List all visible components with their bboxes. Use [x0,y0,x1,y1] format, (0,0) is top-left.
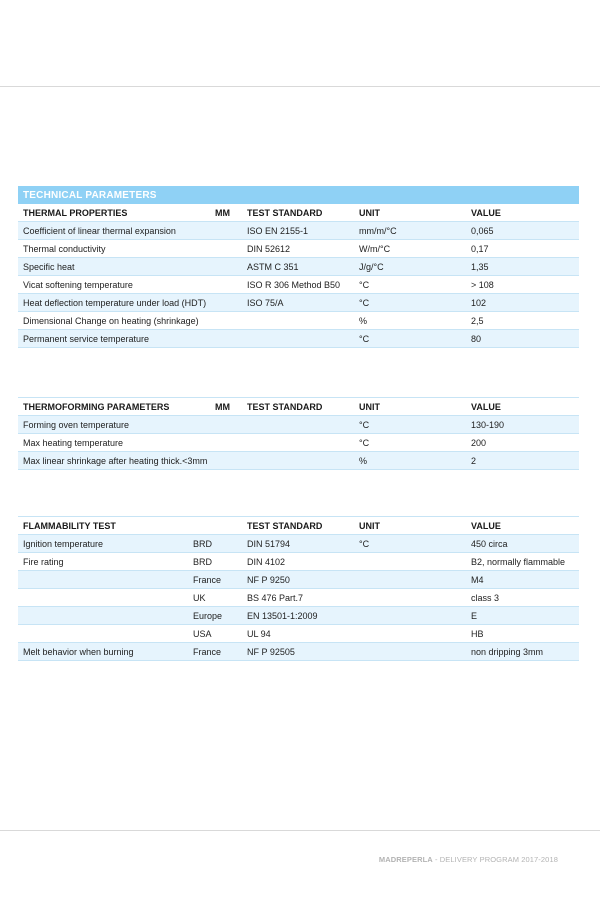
thermal-properties-table [18,186,579,348]
table-row [18,222,579,240]
page-footer [379,855,558,864]
country-cell: France [193,643,247,661]
unit-cell [359,625,471,643]
header-mm: MM [215,204,247,222]
footer-brand: MADREPERLA [378,855,433,864]
standard-cell: ISO 75/A [247,294,359,312]
header-value: VALUE [471,398,579,416]
property-cell: Specific heat [18,258,215,276]
unit-cell: °C [359,416,471,434]
header-country [193,517,247,535]
table-row [18,240,579,258]
value-cell: non dripping 3mm [471,643,579,661]
standard-cell: NF P 9250 [247,571,359,589]
header-value: VALUE [471,517,579,535]
table-row [18,589,579,607]
standard-cell [247,330,359,348]
property-cell: Ignition temperature [18,535,193,553]
unit-cell [359,589,471,607]
table-row [18,535,579,553]
header-property: THERMAL PROPERTIES [18,204,215,222]
value-cell: class 3 [471,589,579,607]
standard-cell [247,312,359,330]
unit-cell: mm/m/°C [359,222,471,240]
property-cell: Forming oven temperature [18,416,215,434]
unit-cell: % [359,312,471,330]
value-cell: B2, normally flammable [471,553,579,571]
country-cell: BRD [193,553,247,571]
standard-cell: NF P 92505 [247,643,359,661]
table-row [18,625,579,643]
property-cell: Max linear shrinkage after heating thick.<3mm [18,452,215,470]
table-row [18,312,579,330]
unit-cell: °C [359,535,471,553]
value-cell: 0,065 [471,222,579,240]
country-cell: UK [193,589,247,607]
unit-cell: °C [359,330,471,348]
value-cell: > 108 [471,276,579,294]
standard-cell: DIN 4102 [247,553,359,571]
property-cell [18,607,193,625]
header-property: FLAMMABILITY TEST [18,517,193,535]
table-header-row [18,204,579,222]
value-cell: 102 [471,294,579,312]
value-cell: 80 [471,330,579,348]
country-cell: USA [193,625,247,643]
value-cell: 2,5 [471,312,579,330]
value-cell: 130-190 [471,416,579,434]
header-test-standard: TEST STANDARD [247,398,359,416]
value-cell: M4 [471,571,579,589]
footer-text: - DELIVERY PROGRAM 2017-2018 [432,855,558,864]
bottom-divider [0,830,600,831]
header-property: THERMOFORMING PARAMETERS [18,398,215,416]
standard-cell: DIN 51794 [247,535,359,553]
flammability-test-table [18,516,579,661]
property-cell [18,625,193,643]
table-row [18,553,579,571]
standard-cell: ISO EN 2155-1 [247,222,359,240]
standard-cell: UL 94 [247,625,359,643]
table-row [18,452,579,470]
property-cell: Dimensional Change on heating (shrinkage) [18,312,215,330]
property-cell [18,589,193,607]
header-test-standard: TEST STANDARD [247,517,359,535]
header-value: VALUE [471,204,579,222]
property-cell: Heat deflection temperature under load (HDT) [18,294,215,312]
unit-cell: W/m/°C [359,240,471,258]
property-cell: Vicat softening temperature [18,276,215,294]
value-cell: 0,17 [471,240,579,258]
table-header-row [18,517,579,535]
table-row [18,258,579,276]
value-cell: 450 circa [471,535,579,553]
unit-cell: % [359,452,471,470]
header-mm: MM [215,398,247,416]
standard-cell: EN 13501-1:2009 [247,607,359,625]
value-cell: 1,35 [471,258,579,276]
banner-title: TECHNICAL PARAMETERS [18,186,579,204]
table-row [18,294,579,312]
unit-cell [359,571,471,589]
technical-parameters-banner [18,186,579,204]
header-test-standard: TEST STANDARD [247,204,359,222]
table-row [18,643,579,661]
unit-cell [359,643,471,661]
country-cell: BRD [193,535,247,553]
table-row [18,330,579,348]
value-cell: 2 [471,452,579,470]
table-row [18,607,579,625]
header-unit: UNIT [359,517,471,535]
table-row [18,571,579,589]
standard-cell: ISO R 306 Method B50 [247,276,359,294]
country-cell: France [193,571,247,589]
value-cell: 200 [471,434,579,452]
unit-cell [359,607,471,625]
property-cell: Permanent service temperature [18,330,215,348]
header-unit: UNIT [359,398,471,416]
property-cell: Max heating temperature [18,434,215,452]
standard-cell: ASTM C 351 [247,258,359,276]
property-cell: Fire rating [18,553,193,571]
value-cell: HB [471,625,579,643]
header-unit: UNIT [359,204,471,222]
property-cell: Melt behavior when burning [18,643,193,661]
property-cell: Coefficient of linear thermal expansion [18,222,215,240]
unit-cell: °C [359,434,471,452]
property-cell: Thermal conductivity [18,240,215,258]
table-header-row [18,398,579,416]
table-row [18,276,579,294]
property-cell [18,571,193,589]
standard-cell: BS 476 Part.7 [247,589,359,607]
unit-cell [359,553,471,571]
country-cell: Europe [193,607,247,625]
top-divider [0,86,600,87]
unit-cell: °C [359,294,471,312]
unit-cell: J/g/°C [359,258,471,276]
standard-cell: DIN 52612 [247,240,359,258]
value-cell: E [471,607,579,625]
table-row [18,416,579,434]
thermoforming-parameters-table [18,397,579,470]
table-row [18,434,579,452]
unit-cell: °C [359,276,471,294]
